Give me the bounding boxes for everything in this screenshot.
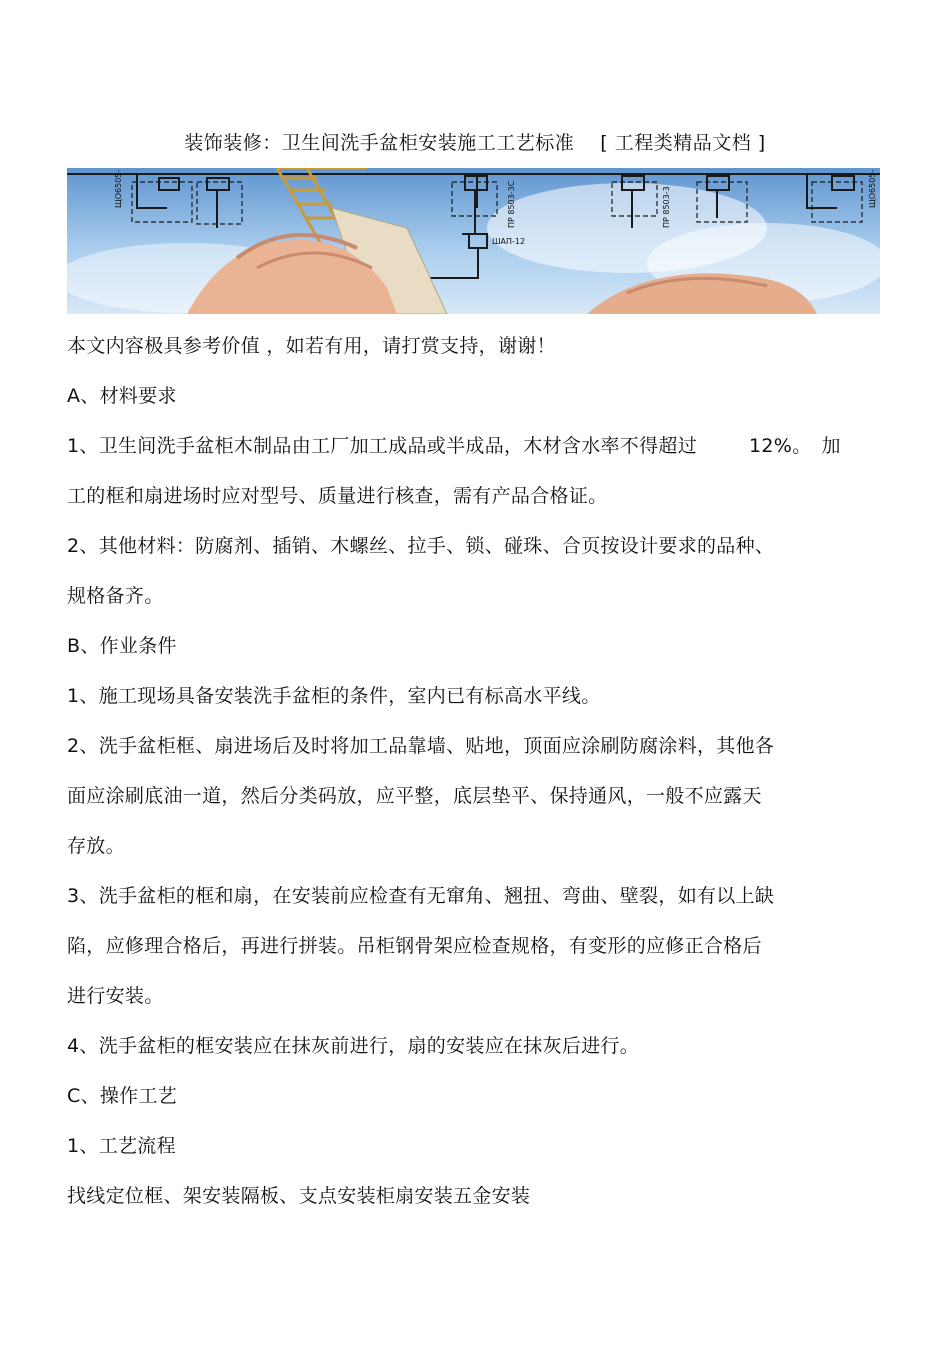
banner-label-3: ШАП-12 — [492, 237, 526, 246]
banner-label-1: ЩО6505- — [114, 169, 123, 208]
section-a-heading: A、材料要求 — [67, 385, 177, 407]
item-a1-line-1 — [67, 431, 841, 458]
item-a1-tail: 加 — [821, 435, 841, 457]
intro-line: 本文内容极具参考价值 ，如若有用，请打赏支持，谢谢！ — [67, 335, 556, 357]
item-a1-text: 1、卫生间洗手盆柜木制品由工厂加工成品或半成品，木材含水率不得超过 — [67, 435, 697, 457]
section-c-heading: C、操作工艺 — [67, 1085, 178, 1107]
item-a1-line-2: 工的框和扇进场时应对型号、质量进行核查，需有产品合格证。 — [67, 485, 608, 507]
banner-label-4: ПР 8503-3 — [662, 186, 671, 228]
item-a2-line-2: 规格备齐。 — [67, 585, 164, 607]
title-tag: [ 工程类精品文档 ] — [600, 132, 766, 154]
item-b2-line-3: 存放。 — [67, 835, 125, 857]
banner-illustration — [67, 168, 880, 314]
item-b3-line-2: 陷，应修理合格后，再进行拼装。吊柜钢骨架应检查规格，有变形的应修正合格后 — [67, 935, 762, 957]
banner-label-2: ПР 8503-3С — [507, 180, 516, 228]
section-b-heading: B、作业条件 — [67, 635, 177, 657]
item-b2-line-1: 2、洗手盆柜框、扇进场后及时将加工品靠墙、贴地，顶面应涂刷防腐涂料，其他各 — [67, 735, 775, 757]
moisture-percent: 12%。 — [749, 435, 812, 457]
item-b2-line-2: 面应涂刷底油一道，然后分类码放，应平整，底层垫平、保持通风，一般不应露天 — [67, 785, 762, 807]
process-flow: 找线定位框、架安装隔板、支点安装柜扇安装五金安装 — [67, 1185, 531, 1207]
banner-label-5: ЩО6505- — [868, 169, 877, 208]
item-b1: 1、施工现场具备安装洗手盆柜的条件，室内已有标高水平线。 — [67, 685, 601, 707]
item-b4: 4、洗手盆柜的框安装应在抹灰前进行，扇的安装应在抹灰后进行。 — [67, 1035, 640, 1057]
item-c1: 1、工艺流程 — [67, 1135, 176, 1157]
item-b3-line-1: 3、洗手盆柜的框和扇，在安装前应检查有无窜角、翘扭、弯曲、壁裂，如有以上缺 — [67, 885, 775, 907]
item-a2-line-1: 2、其他材料：防腐剂、插销、木螺丝、拉手、锁、碰珠、合页按设计要求的品种、 — [67, 535, 775, 557]
item-b3-line-3: 进行安装。 — [67, 985, 164, 1007]
title-main: 装饰装修：卫生间洗手盆柜安装施工工艺标准 — [184, 132, 575, 154]
page-title — [0, 128, 950, 155]
banner-image — [67, 168, 880, 314]
